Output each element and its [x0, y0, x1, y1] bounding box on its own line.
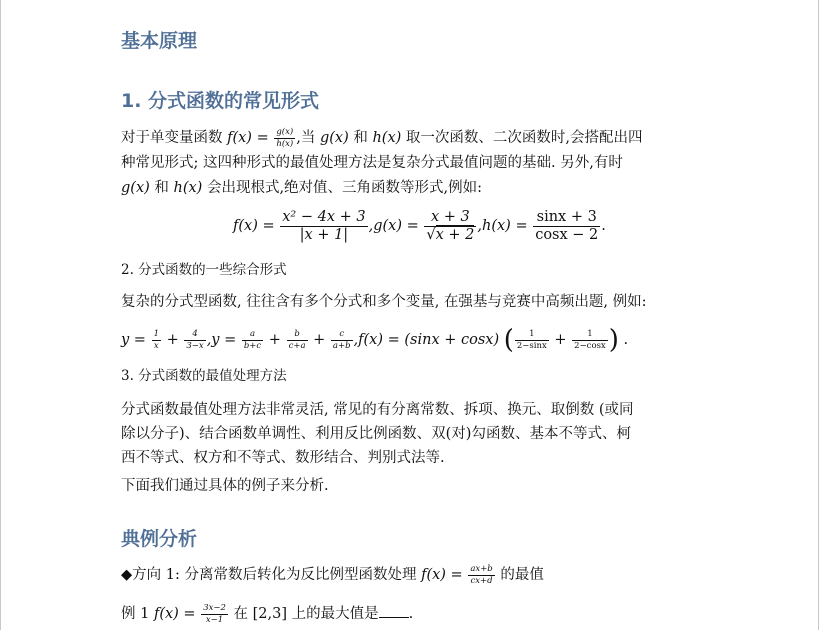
numerator: 1 [572, 330, 608, 341]
numerator: 3x−2 [203, 603, 226, 613]
denominator: a+b [332, 340, 351, 351]
text: 会出现根式,绝对值、三角函数等形式,例如: [202, 180, 483, 196]
math-g: g(x) [121, 180, 150, 196]
denominator: cosx − 2 [535, 226, 599, 243]
radicand: x + 2 [435, 226, 475, 243]
numerator: ax+b [470, 564, 493, 574]
operator: + [161, 332, 184, 348]
text: . [408, 606, 414, 622]
para3-line1: 分式函数最值处理方法非常灵活, 常见的有分离常数、拆项、换元、取倒数 (或同 [121, 402, 634, 418]
text: ,当 [296, 130, 320, 146]
display-formula-1 [233, 206, 606, 246]
numerator: x² − 4x + 3 [282, 209, 366, 225]
fraction-f [280, 210, 367, 242]
display-formula-2 [121, 324, 628, 356]
para1-line3 [121, 177, 482, 199]
para3-line3: 西不等式、权方和不等式、数形结合、判别式法等. [121, 450, 445, 466]
diamond-icon: ◆ [121, 567, 133, 583]
fraction-g [424, 210, 476, 242]
fraction [184, 330, 205, 350]
right-paren: ) [608, 325, 619, 355]
para1-line1 [121, 127, 643, 149]
numerator: x + 3 [424, 210, 476, 227]
fraction-g-over-h [274, 128, 295, 148]
math-f: f(x) = [227, 130, 274, 146]
denominator: cx+d [470, 575, 493, 586]
numerator: c [331, 330, 353, 341]
fraction-h [533, 210, 600, 242]
answer-blank [379, 605, 409, 618]
math-label: ,f(x) = (sinx + cosx) [353, 332, 504, 348]
math-label: f(x) = [153, 606, 201, 622]
heading-basic-principle: 基本原理 [121, 30, 198, 52]
fraction [515, 330, 549, 350]
para1-line2: 种常见形式; 这四种形式的最值处理方法是复杂分式最值问题的基础. 另外,有时 [121, 155, 623, 171]
operator: + [264, 332, 286, 348]
math-label: ,h(x) = [477, 218, 533, 234]
fraction [152, 330, 161, 350]
heading-3: 3. 分式函数的最值处理方法 [121, 368, 287, 384]
math-label: ,y = [206, 332, 241, 348]
math-label: f(x) = [421, 567, 468, 583]
method-1 [121, 564, 544, 586]
fraction [468, 565, 494, 585]
math-g: g(x) [319, 130, 349, 146]
math-h: h(x) [173, 180, 203, 196]
text: 和 [149, 180, 174, 196]
para2: 复杂的分式型函数, 往往含有多个分式和多个变量, 在强基与竞赛中高频出题, 例如: [121, 294, 647, 310]
text: 在 [2,3] 上的最大值是 [228, 606, 379, 622]
fraction [201, 604, 228, 624]
numerator: 1 [153, 329, 159, 339]
text: 方向 1: 分离常数后转化为反比例型函数处理 [132, 567, 422, 583]
denominator [424, 227, 476, 243]
sqrt-icon: √ [426, 226, 436, 243]
denominator: x−1 [205, 614, 224, 625]
heading-examples: 典例分析 [121, 528, 198, 550]
example-label: 例 1 [121, 606, 154, 622]
denominator: b+c [243, 340, 262, 351]
denominator: h(x) [276, 138, 294, 149]
text: 的最值 [495, 567, 544, 583]
text: 对于单变量函数 [121, 130, 228, 146]
example-1 [121, 603, 413, 625]
math-h: h(x) [372, 130, 402, 146]
denominator: 3−x [186, 340, 204, 351]
fraction [331, 330, 353, 350]
text: 取一次函数、二次函数时,会搭配出四 [401, 130, 643, 146]
fraction [287, 330, 308, 350]
numerator: g(x) [274, 128, 295, 139]
text: . [601, 218, 606, 234]
left-paren: ( [503, 325, 514, 355]
numerator: 1 [515, 330, 549, 341]
denominator: c+a [288, 340, 306, 351]
numerator: a [242, 330, 263, 341]
math-label: ,g(x) = [368, 218, 424, 234]
denominator: 2−cosx [574, 340, 606, 351]
operator: + [308, 332, 330, 348]
fraction [572, 330, 608, 350]
heading-section-1: 1. 分式函数的常见形式 [121, 90, 320, 112]
denominator: |x + 1| [299, 226, 349, 243]
numerator: 4 [184, 330, 205, 341]
text: 和 [348, 130, 373, 146]
fraction [242, 330, 263, 350]
denominator: x [153, 340, 159, 351]
para4: 下面我们通过具体的例子来分析. [121, 478, 329, 494]
denominator: 2−sinx [516, 340, 547, 351]
para3-line2: 除以分子)、结合函数单调性、利用反比例函数、双(对)勾函数、基本不等式、柯 [121, 426, 631, 442]
numerator: sinx + 3 [533, 210, 600, 227]
heading-2: 2. 分式函数的一些综合形式 [121, 262, 287, 278]
numerator: b [287, 330, 308, 341]
text: . [618, 332, 629, 348]
math-label: f(x) = [233, 218, 280, 234]
math-label: y = [121, 332, 151, 348]
operator: + [549, 332, 572, 348]
